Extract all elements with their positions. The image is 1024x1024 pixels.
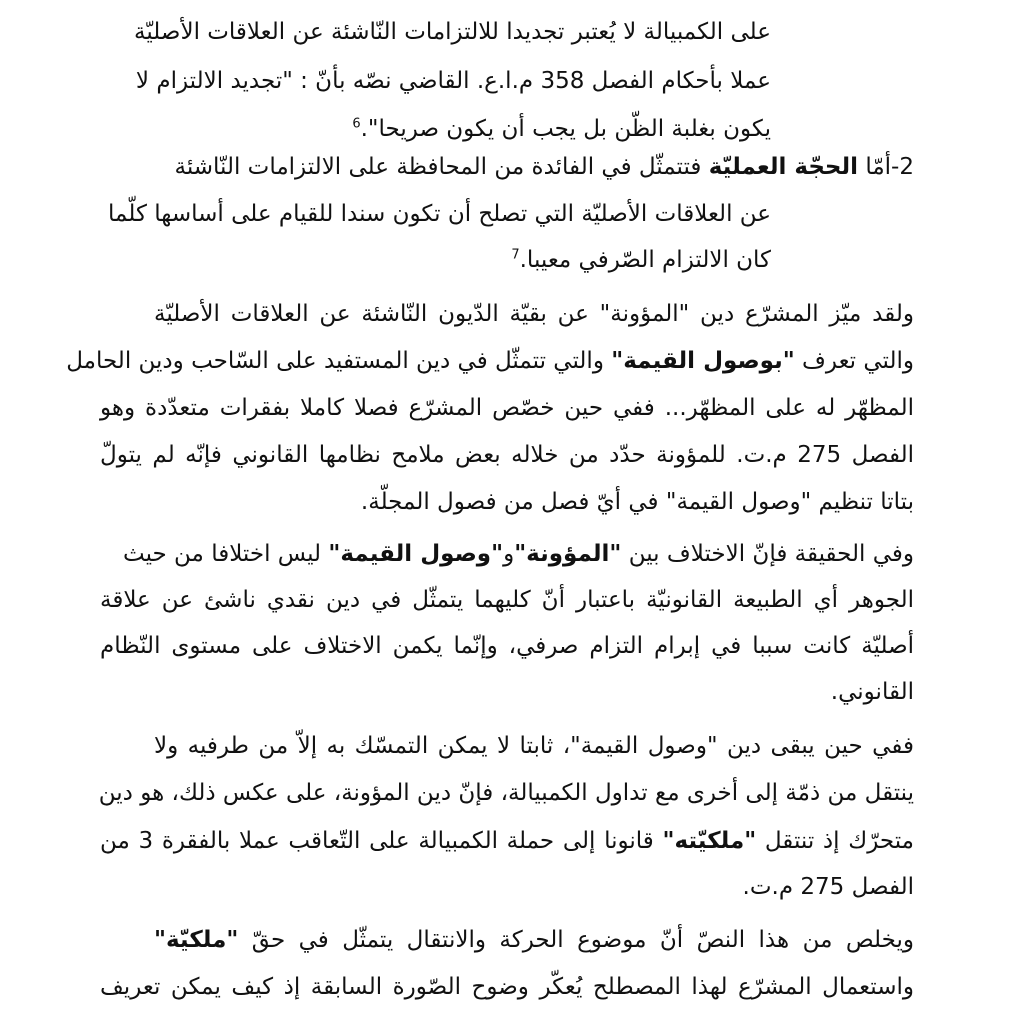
text-span: متحرّك إذ تنتقل [764,828,915,854]
text-line [100,872,914,902]
bold-term: "بوصول القيمة" [611,348,795,374]
bold-term: "وصول القيمة" [328,541,504,567]
text-line [135,66,771,96]
text-line [100,393,914,423]
text-span: فتتمثّل في الفائدة من المحافظة على الالتزامات النّاشئة [174,154,702,180]
text-line [123,539,914,569]
bold-term: "المؤونة" [514,541,622,567]
text-span: ولقد ميّز المشرّع دين "المؤونة" عن بقيّة الدّيون النّاشئة عن العلاقات الأصليّة [154,301,914,327]
text-span: عملا بأحكام الفصل 358 م.ا.ع. القاضي نصّه بأنّ : "تجديد الالتزام لا [135,68,771,94]
text-line [100,778,914,808]
text-span: ينتقل من ذمّة إلى أخرى مع تداول الكمبيالة، فإنّ دين المؤونة، على عكس ذلك، هو دين [98,780,914,806]
list-item-2-first-line [174,152,914,182]
text-line [66,346,914,376]
footnote-ref: 7 [511,247,520,263]
text-span: القانوني. [830,679,914,705]
text-span: عن العلاقات الأصليّة التي تصلح أن تكون سندا للقيام على أساسها كلّما [108,201,771,227]
text-line [100,972,914,1002]
text-span: وفي الحقيقة فإنّ الاختلاف بين [628,541,914,567]
text-line [207,114,771,144]
text-span: على الكمبيالة لا يُعتبر تجديدا للالتزامات النّاشئة عن العلاقات الأصليّة [134,19,771,45]
bold-term: "ملكيّته" [662,828,757,854]
text-line [100,677,914,707]
text-line [108,199,771,229]
text-line [100,440,914,470]
list-number: 2-أمّا [865,154,914,180]
text-span: قانونا إلى حملة الكمبيالة على التّعاقب عملا بالفقرة 3 من [100,828,654,854]
text-span: والتي تتمثّل في دين المستفيد على السّاحب ودين الحامل [66,348,604,374]
bold-term: "ملكيّة" [154,927,239,953]
text-span: و [503,541,515,567]
text-span: واستعمال المشرّع لهذا المصطلح يُعكّر وضوح الصّورة السابقة إذ كيف يمكن تعريف [100,974,914,1000]
bold-term: الحجّة العمليّة [708,154,859,180]
text-span: ففي حين يبقى دين "وصول القيمة"، ثابتا لا يمكن التمسّك به إلاّ من طرفيه ولا [154,733,914,759]
text-line [100,585,914,615]
footnote-ref: 6 [352,116,361,132]
text-span: والتي تعرف [802,348,914,374]
text-span: ويخلص من هذا النصّ أنّ موضوع الحركة والانتقال يتمثّل في حقّ [251,927,914,953]
text-span: بتاتا تنظيم "وصول القيمة" في أيّ فصل من فصول المجلّة. [360,489,914,515]
text-span: كان الالتزام الصّرفي معيبا. [519,247,771,273]
text-span: الجوهر أي الطبيعة القانونيّة باعتبار أنّ كليهما يتمثّل في دين نقدي ناشئ عن علاقة [100,587,914,613]
text-span: يكون بغلبة الظّن بل يجب أن يكون صريحا". [360,116,771,142]
text-span: المظهّر له على المظهّر... ففي حين خصّص المشرّع فصلا كاملا بفقرات متعدّدة وهو [100,395,914,421]
text-line [154,731,914,761]
text-line [154,299,914,329]
text-line [100,487,914,517]
text-span: ليس اختلافا من حيث [123,541,322,567]
text-span: الفصل 275 م.ت. [742,874,914,900]
text-line [100,826,914,856]
text-span: الفصل 275 م.ت. للمؤونة حدّد من خلاله بعض ملامح نظامها القانوني فإنّه لم يتولّ [100,442,914,468]
text-span: أصليّة كانت سببا في إبرام التزام صرفي، وإنّما يكمن الاختلاف على مستوى النّظام [100,633,914,659]
text-line [207,245,771,275]
text-line [134,17,771,47]
text-line [154,925,914,955]
text-line [100,631,914,661]
